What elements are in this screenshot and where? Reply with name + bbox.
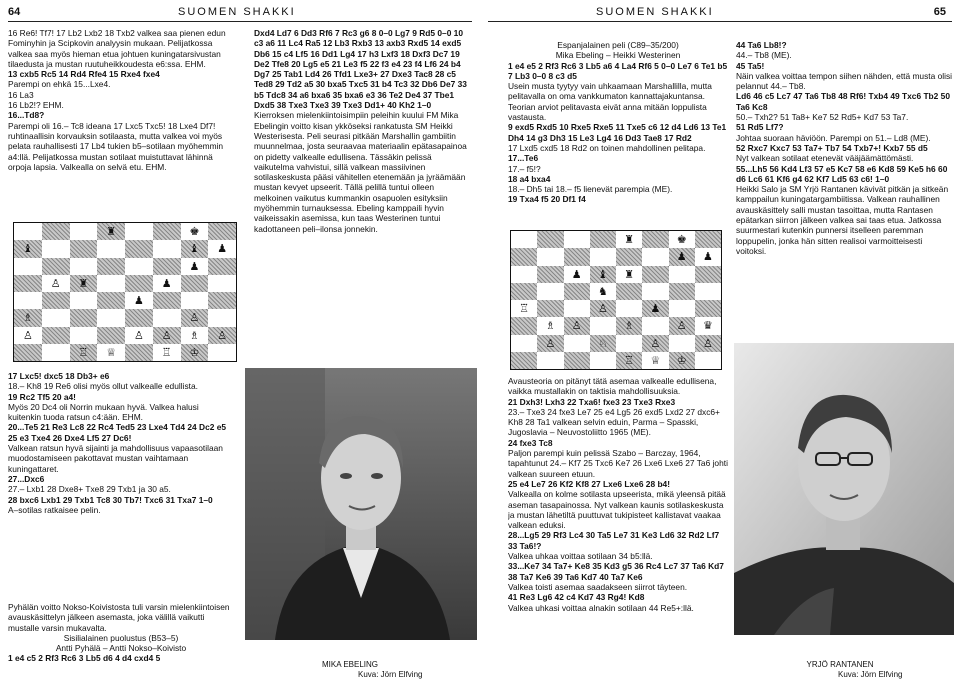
paragraph: Pyhälän voitto Nokso-Koivistosta tuli varsin mielenkiintoisen avauskäsittelyn jälkeen asemasta, joka välillä vaikutti mustalle varsin mukavalta. [8,602,230,633]
chess-square [42,275,70,292]
chess-square [14,327,42,344]
chess-square [42,309,70,326]
chess-piece-icon: ♙ [650,336,661,350]
left-header-rule [8,21,472,22]
chess-square [669,317,695,334]
paragraph: 16 La3 [8,89,34,100]
chess-square [70,223,98,240]
paragraph: Valkean ratsun hyvä sijainti ja mahdollisuus vapaasotilaan muodostamiseen pakottavat mustan vaihtamaan kuningattaret. [8,443,223,474]
chess-piece-icon: ♛ [702,319,713,333]
chess-square [208,344,236,361]
chess-square [642,317,668,334]
chess-square [14,258,42,275]
chess-square [153,344,181,361]
chess-square [42,240,70,257]
chess-square [642,300,668,317]
chess-square [695,283,721,300]
chess-square [642,283,668,300]
chess-piece-icon: ♖ [78,345,89,359]
photo-credit-left: Kuva: Jörn Elfving [358,670,423,679]
right-header-title: SUOMEN SHAKKI [596,6,714,18]
chess-square [208,275,236,292]
chess-square [153,223,181,240]
chess-piece-icon: ♟ [133,294,144,308]
paragraph: Ld6 46 c5 Lc7 47 Ta6 Tb8 48 Rf6! Txb4 49 Txc6 Tb2 50 Ta6 Kc8 [736,91,950,112]
chess-square [695,335,721,352]
chess-square [695,317,721,334]
chess-square [537,317,563,334]
chess-piece-icon: ♜ [624,233,635,247]
chess-piece-icon: ♙ [161,328,172,342]
chess-square [125,344,153,361]
chess-square [153,240,181,257]
paragraph: 45 Ta5! [736,60,765,71]
chess-square [642,248,668,265]
paragraph: Valkea uhkaa voittaa sotilaan 34 b5:llä. [508,551,653,562]
chess-square [616,231,642,248]
paragraph: Heikki Salo ja SM Yrjö Rantanen kävivät pitkän ja sitkeän kamppailun kuningatargambiitissa. Valkean rauhallinen avauskäsittely salli mustan tasoittaa, mutta Rantasen epätarkan siirron jälkeen valkea sai taas etua. Jatkossa suurmestari kutenkin punnersi itselleen paremman loppupelin, jonka hän sitten realisoi varmoitteisesti voitoksi. [736,184,949,256]
chess-square [208,292,236,309]
paragraph: Sisilialainen puolustus (B53–5) [63,632,179,643]
chess-square [208,309,236,326]
chess-piece-icon: ♜ [106,225,117,239]
photo-mika-ebeling-image [245,368,477,640]
chess-square [564,352,590,369]
paragraph: 44 Ta6 Lb8!? [736,40,787,50]
chess-square [511,352,537,369]
paragraph: 21 Dxh3! Lxh3 22 Txa6! fxe3 23 Txe3 Rxe3 [508,396,676,407]
chess-piece-icon: ♘ [597,336,608,350]
right-header-rule [488,21,952,22]
chess-square [208,327,236,344]
photo-caption-name-right: YRJÖ RANTANEN [806,660,874,669]
paragraph: 33...Ke7 34 Ta7+ Ke8 35 Kd3 g5 36 Rc4 Lc7 37 Ta6 Kd7 38 Ta7 Ke6 39 Ta6 Kd7 40 Ta7 Ke6 [508,561,724,582]
left-column-1-footer [8,602,234,678]
left-header-title: SUOMEN SHAKKI [178,6,296,18]
chess-square [70,275,98,292]
paragraph: Antti Pyhälä – Antti Nokso–Koivisto [55,643,187,654]
chess-piece-icon: ♝ [189,242,200,256]
chess-square [695,352,721,369]
chess-square [70,292,98,309]
paragraph: 19 Rc2 Tf5 20 a4! [8,391,76,402]
chess-square [511,248,537,265]
chess-square [181,327,209,344]
chess-square [153,275,181,292]
chess-square [181,292,209,309]
chess-square [153,292,181,309]
paragraph: Valkealla on kolme sotilasta upseerista, mikä yleensä pitää aseman tasapainossa. Nyt valkean kaunis sotilaskeskusta ja mustan lähetiltä puuttuvat tukipisteet kallistavat vaakaa valkean eduksi. [508,489,726,531]
photo-yrjo-rantanen-image [734,343,954,635]
paragraph: 17...Te6 [508,153,539,164]
chess-piece-icon: ♟ [161,276,172,290]
chess-square [14,292,42,309]
paragraph: Nyt valkean sotilaat etenevät vääjäämättömästi. [736,153,914,164]
paragraph: 44.– Tb8 (ME). [736,50,792,61]
chess-square [669,231,695,248]
chess-square [616,352,642,369]
paragraph: 20...Te5 21 Re3 Lc8 22 Rc4 Ted5 23 Lxe4 Td4 24 Dc2 e5 25 e3 Txe4 26 Dxe4 Lf5 27 Dc6! [8,422,227,443]
chess-piece-icon: ♙ [50,276,61,290]
chess-square [181,344,209,361]
chess-square [695,266,721,283]
right-column-1-top [508,40,728,240]
chess-square [97,275,125,292]
chess-square [208,223,236,240]
chess-square [669,266,695,283]
chess-square [125,275,153,292]
chess-square [70,240,98,257]
chess-square [669,283,695,300]
chess-square [153,309,181,326]
chess-square [511,283,537,300]
chess-piece-icon: ♙ [133,328,144,342]
chess-square [42,344,70,361]
chess-square [97,292,125,309]
chess-square [153,327,181,344]
right-page-header [488,6,952,20]
paragraph: 52 Rxc7 Kxc7 53 Ta7+ Tb7 54 Txb7+! Kxb7 55 d5 [736,142,928,153]
chess-square [590,335,616,352]
paragraph: Dxd4 Ld7 6 Dd3 Rf6 7 Rc3 g6 8 0–0 Lg7 9 Rd5 0–0 10 c3 a6 11 Lc4 Ra5 12 Lb3 Rxb3 13 axb3 Rxd5 14 exd5 Db6 15 c4 Lf5 16 Dd1 Lg4 17 h3 Lxf3 18 Dxf3 Dc7 19 De2 Tfe8 20 Lg5 e5 21 Le3 f5 22 f3 e4 23 f4 Lf6 24 b4 Dg7 25 Tab1 Ld4 26 Tfd1 Lxe3+ 27 Dxe3 Tac8 28 c5 Ted8 29 Td2 a5 30 bxa5 Txc5 31 b4 Tc3 32 Db6 De7 33 b5 Tdc8 34 a6 bxa6 35 bxa6 e3 36 Te2 De4 37 Tbe1 Dxd5 38 Txe3 Txe3 39 Txe3 Dd1+ 40 Kh2 1–0 [254,28,467,111]
chess-square [564,283,590,300]
chess-piece-icon: ♖ [519,302,530,316]
chess-square [511,300,537,317]
chess-square [616,248,642,265]
chess-square [97,327,125,344]
chess-square [42,292,70,309]
chess-square [537,266,563,283]
paragraph: Usein musta tyytyy vain uhkaamaan Marshallilla, mutta pelitavalla on oma vankkumaton kannattajakuntansa. Teorian arviot pelitavasta eivät anna mitään loppulista vastausta. [508,81,712,123]
chess-square [590,352,616,369]
paragraph: Kierroksen mielenkiintoisimpiin peleihin kuului FM Mika Ebelingin voitto kisan ykköseksi rankatusta SM Heikki Westerisesta. Peli seurasi pitkään Marshallin gambiitin muunnelmaa, josta seuraavaa materiaalin epätasapainoa on pidetty valkealle edullisena. Tässäkin pelissä vaikutelma vahvistui, sillä valkean massiivinen sotilaskeskusta pääsi vähitellen etenemään ja jyräämään mustan kevyet upseerit. Tällä pelillä tuntui olleen melkoinen vaikutus kummankin osapuolen esityksiin myöhemmin turnauksessa. Ebeling kamppaili hyvin vaikeissakin asemissa, kun taas Westerinen tuntui kadottaneen peli–ilonsa jonnekin. [254,110,467,234]
chess-square [616,283,642,300]
chess-piece-icon: ♚ [676,233,687,247]
chess-square [590,317,616,334]
paragraph: 1 e4 e5 2 Rf3 Rc6 3 Lb5 a6 4 La4 Rf6 5 0–0 Le7 6 Te1 b5 7 Lb3 0–0 8 c3 d5 [508,60,728,81]
chess-square [669,352,695,369]
chess-square [125,258,153,275]
paragraph: 25 e4 Le7 26 Kf2 Kf8 27 Lxe6 Lxe6 28 b4! [508,478,671,489]
paragraph: 18 a4 bxa4 [508,173,551,184]
chess-square [669,335,695,352]
chess-square [564,248,590,265]
chess-square [564,231,590,248]
chess-square [616,317,642,334]
paragraph: 18.– Kh8 19 Re6 olisi myös ollut valkealle edullista. [8,381,198,392]
chess-piece-icon: ♗ [545,319,556,333]
paragraph: 27...Dxc6 [8,473,45,484]
paragraph: Mika Ebeling – Heikki Westerinen [555,50,681,61]
chess-square [153,258,181,275]
chess-square [14,344,42,361]
chess-square [511,317,537,334]
chess-piece-icon: ♗ [624,319,635,333]
paragraph: 55...Lh5 56 Kd4 Lf3 57 e5 Kc7 58 e6 Kd8 59 Ke5 h6 60 d6 Lc6 61 Kf6 g4 62 Kf7 Ld5 63 c6! 1–0 [736,163,948,184]
chess-square [97,344,125,361]
chess-piece-icon: ♕ [650,353,661,367]
paragraph: 18.– Dh5 tai 18.– f5 lienevät parempia (ME). [508,184,673,195]
chess-square [642,231,668,248]
paragraph: 24 fxe3 Tc8 [508,437,553,448]
chess-square [590,231,616,248]
chess-square [125,223,153,240]
chess-square [590,300,616,317]
photo-mika-ebeling [245,368,477,640]
chess-square [181,240,209,257]
paragraph: Valkea uhkasi voittaa alnakin sotilaan 44 Re5+:llä. [508,602,694,613]
chess-square [125,327,153,344]
paragraph: 23.– Txe3 24 fxe3 Le7 25 e4 Lg5 26 exd5 Lxd2 27 dxc6+ Kh8 28 Ta1 valkean selvin eduin, Parma – Spasski, Jugoslavia – Neuvostoliitto 1965 (ME). [508,406,720,438]
chess-piece-icon: ♙ [545,336,556,350]
chess-piece-icon: ♙ [597,302,608,316]
paragraph: 28 bxc6 Lxb1 29 Txb1 Tc8 30 Tb7! Txc6 31 Txa7 1–0 [8,494,213,505]
chess-piece-icon: ♗ [22,311,33,325]
chess-square [97,240,125,257]
chess-square [564,335,590,352]
right-column-2-top [736,40,954,340]
paragraph: 1 e4 c5 2 Rf3 Rc6 3 Lb5 d6 4 d4 cxd4 5 [8,653,161,664]
chess-piece-icon: ♝ [597,267,608,281]
paragraph: 41 Re3 Lg6 42 c4 Kd7 43 Rg4! Kd8 [508,592,645,603]
paragraph: Valkea toisti asemaa saadakseen siirrot täyteen. [508,581,688,592]
chess-square [181,223,209,240]
chess-square [125,292,153,309]
chess-square [511,231,537,248]
chess-square [70,344,98,361]
left-page-header [8,6,472,20]
paragraph: Parempi oli 16.– Tc8 ideana 17 Lxc5 Txc5! 18 Lxe4 Df7! ruhtinaallisin korvauksin sotilaasta, mutta valkea voi myös pelata rauhallisesti 17 Lb4 tukien b5–sotilaan myöhemmin a4:llä. Pelijatkossa mustan sotilaat muistuttavat lähinnä orpoja lapsia. Valkealla on selvä etu. EHM. [8,120,224,172]
chess-piece-icon: ♚ [189,225,200,239]
paragraph: Paljon parempi kuin pelissä Szabo – Barczay, 1964, tapahtunut 24.– Kf7 25 Txc6 Ke7 26 Lxe6 Lxe6 27 Ta6 johti valkean suureen etuun. [508,448,728,479]
chess-square [537,248,563,265]
chess-square [97,309,125,326]
chess-square [181,275,209,292]
photo-credit-right: Kuva: Jörn Elfving [838,670,903,679]
chess-piece-icon: ♖ [624,353,635,367]
chess-square [616,300,642,317]
chess-piece-icon: ♔ [189,345,200,359]
chess-square [511,266,537,283]
chess-square [42,258,70,275]
chess-piece-icon: ♗ [189,328,200,342]
paragraph: Parempi on ehkä 15...Lxe4. [8,79,111,90]
chess-square [695,300,721,317]
paragraph: 19 Txa4 f5 20 Df1 f4 [508,194,586,205]
chess-square [616,266,642,283]
photo-yrjo-rantanen [734,343,954,635]
chess-square [616,335,642,352]
chess-diagram-left [13,222,237,362]
paragraph: 27.– Lxb1 28 Dxe8+ Txe8 29 Txb1 ja 30 a5. [8,484,171,495]
left-column-1-top [8,28,234,218]
chess-piece-icon: ♙ [22,328,33,342]
paragraph: Johtaa suoraan häviöön. Parempi on 51.– Ld8 (ME). [736,132,931,143]
chess-square [669,300,695,317]
chess-piece-icon: ♟ [702,250,713,264]
paragraph: 16 Re6! Tf7! 17 Lb2 Lxb2 18 Txb2 valkea saa pienen edun Fominyhin ja Scipkovin analyysin mukaan. Pelijatkossa valkea saa myös hieman etua johtuen kuningatarsivustan tilaedusta ja mustan ruutuheikkoudesta e6:ssa. EHM. [8,28,226,69]
right-page-number: 65 [933,6,946,18]
right-page [480,0,960,680]
chess-piece-icon: ♙ [189,311,200,325]
paragraph: A–sotilas ratkaisee pelin. [8,504,101,515]
chess-diagram-right [510,230,722,370]
chess-square [590,266,616,283]
chess-square [125,240,153,257]
paragraph: 51 Rd5 Lf7? [736,122,784,133]
chess-square [590,248,616,265]
chess-piece-icon: ♙ [676,319,687,333]
chess-piece-icon: ♟ [571,267,582,281]
paragraph: 16...Td8? [8,110,45,121]
chess-square [181,258,209,275]
chess-square [537,352,563,369]
chess-square [125,309,153,326]
photo-caption-name-left: MIKA EBELING [321,660,379,669]
chess-square [511,335,537,352]
chess-square [208,258,236,275]
chess-square [42,327,70,344]
chess-square [537,231,563,248]
chess-square [181,309,209,326]
chess-square [97,223,125,240]
left-column-1-bottom [8,371,234,601]
chess-square [208,240,236,257]
chess-piece-icon: ♝ [22,242,33,256]
chess-square [564,317,590,334]
chess-piece-icon: ♞ [597,284,608,298]
chess-square [537,300,563,317]
chess-square [70,258,98,275]
chess-square [642,335,668,352]
chess-piece-icon: ♙ [702,336,713,350]
chess-square [14,275,42,292]
chess-piece-icon: ♜ [78,276,89,290]
paragraph: Espanjalainen peli (C89–35/200) [557,40,679,50]
chess-piece-icon: ♟ [650,302,661,316]
chess-piece-icon: ♔ [676,353,687,367]
chess-piece-icon: ♟ [189,259,200,273]
chess-square [70,327,98,344]
chess-square [537,283,563,300]
paragraph: 28...Lg5 29 Rf3 Lc4 30 Ta5 Le7 31 Ke3 Ld6 32 Rd2 Lf7 33 Ta6!? [508,530,720,551]
chess-square [669,248,695,265]
chess-piece-icon: ♕ [106,345,117,359]
left-column-2 [254,28,474,368]
chess-piece-icon: ♜ [624,267,635,281]
right-column-1-bottom [508,376,728,676]
left-page-number: 64 [8,6,21,18]
chess-square [695,231,721,248]
paragraph: Näin valkea voittaa tempon siihen nähden, että musta olisi pelannut 44.– Tb8. [736,70,953,92]
paragraph: 17 Lxd5 cxd5 18 Rd2 on toinen mahdollinen pelitapa. [508,142,706,153]
chess-square [14,223,42,240]
paragraph: 13 cxb5 Rc5 14 Rd4 Rfe4 15 Rxe4 fxe4 [8,69,160,80]
chess-square [590,283,616,300]
chess-square [97,258,125,275]
chess-square [564,266,590,283]
chess-square [695,248,721,265]
chess-piece-icon: ♙ [571,319,582,333]
chess-square [642,266,668,283]
chess-square [564,300,590,317]
chess-piece-icon: ♙ [217,328,228,342]
chess-square [70,309,98,326]
chess-square [14,309,42,326]
chess-piece-icon: ♟ [217,242,228,256]
paragraph: Myös 20 Dc4 oli Norrin mukaan hyvä. Valkea halusi kuitenkin tuoda ratsun c4:ään. EHM. [8,401,199,423]
chess-square [42,223,70,240]
chess-piece-icon: ♟ [676,250,687,264]
chess-square [642,352,668,369]
chess-piece-icon: ♖ [161,345,172,359]
paragraph: 50.– Txh2? 51 Ta8+ Ke7 52 Rd5+ Kd7 53 Ta7. [736,112,909,123]
paragraph: Avausteoria on pitänyt tätä asemaa valkealle edullisena, vaikka mustallakin on taktisia mahdollisuuksia. [508,376,717,397]
paragraph: 9 exd5 Rxd5 10 Rxe5 Rxe5 11 Txe5 c6 12 d4 Ld6 13 Te1 Dh4 14 g3 Dh3 15 Le3 Lg4 16 Dd3 Tae8 17 Rd2 [508,122,727,143]
chess-square [537,335,563,352]
chess-square [14,240,42,257]
paragraph: 17.– f5!? [508,163,541,174]
paragraph: 17 Lxc5! dxc5 18 Db3+ e6 [8,371,110,381]
paragraph: 16 Lb2!? EHM. [8,100,64,111]
